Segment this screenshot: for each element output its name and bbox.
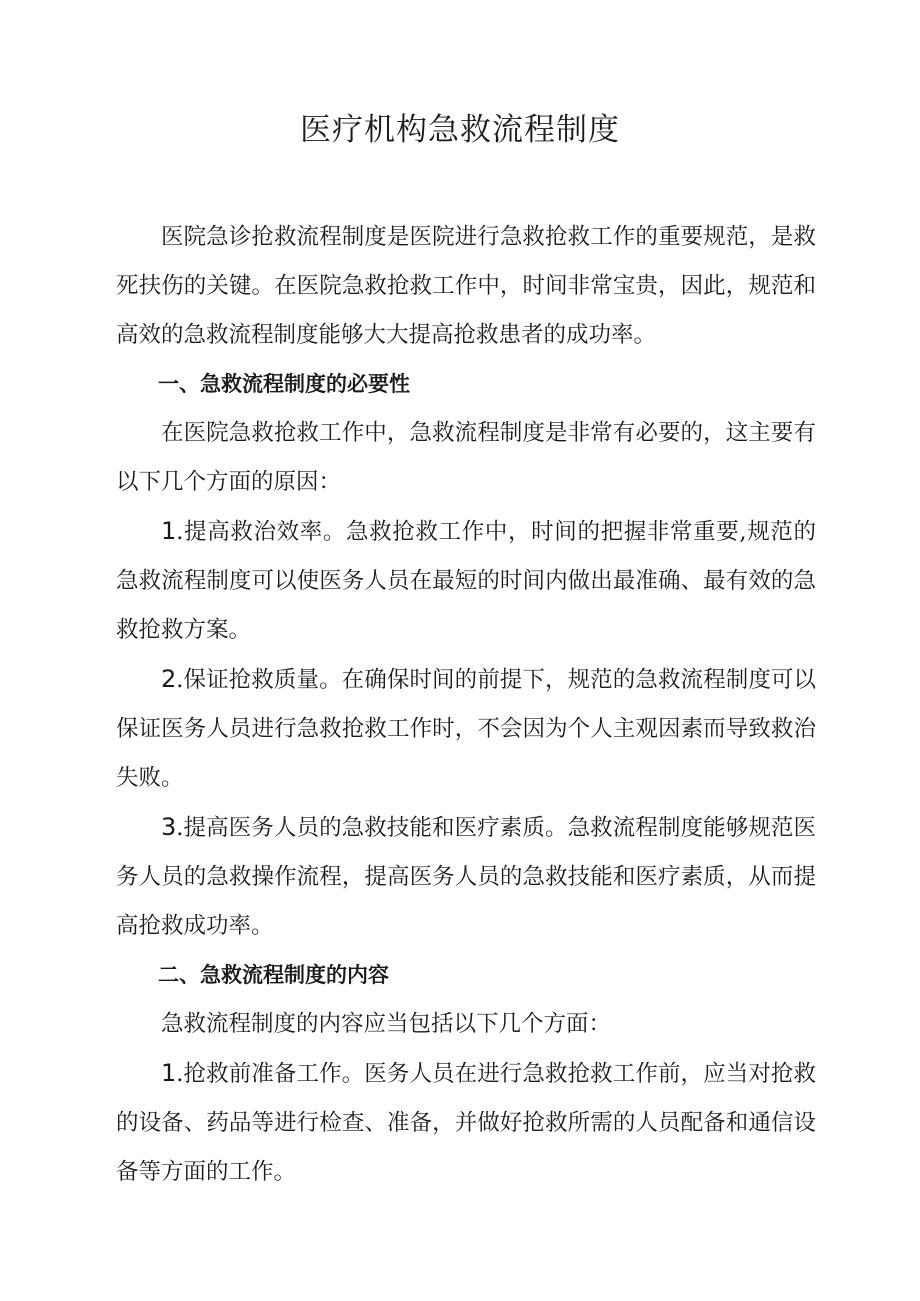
item-text: .提高医务人员的急救技能和医疗素质。急救流程制度能够规范医务人员的急救操作流程，提高医务人员的急救技能和医疗素质，从而提高抢救成功率。 xyxy=(116,815,816,939)
section-heading-necessity: 一、急救流程制度的必要性 xyxy=(158,372,410,396)
item-number: 1 xyxy=(161,1059,177,1087)
document-title: 医疗机构急救流程制度 xyxy=(300,112,620,148)
section-heading-content: 二、急救流程制度的内容 xyxy=(158,963,389,987)
content-intro-paragraph: 急救流程制度的内容应当包括以下几个方面： xyxy=(161,1011,612,1037)
item-number: 1 xyxy=(161,517,177,545)
content-item-1 xyxy=(116,1049,816,1197)
document-body xyxy=(116,213,816,1197)
necessity-intro-paragraph: 在医院急救抢救工作中，急救流程制度是非常有必要的，这主要有以下几个方面的原因： xyxy=(116,420,816,495)
necessity-item-3 xyxy=(116,803,816,951)
item-text: .保证抢救质量。在确保时间的前提下，规范的急救流程制度可以保证医务人员进行急救抢救工作时，不会因为个人主观因素而导致救治失败。 xyxy=(116,667,816,791)
necessity-item-1 xyxy=(116,507,816,655)
intro-paragraph: 医院急诊抢救流程制度是医院进行急救抢救工作的重要规范，是救死扶伤的关键。在医院急救抢救工作中，时间非常宝贵，因此，规范和高效的急救流程制度能够大大提高抢救患者的成功率。 xyxy=(116,224,816,348)
item-text: .抢救前准备工作。医务人员在进行急救抢救工作前，应当对抢救的设备、药品等进行检查、准备，并做好抢救所需的人员配备和通信设备等方面的工作。 xyxy=(116,1061,816,1185)
necessity-item-2 xyxy=(116,655,816,803)
item-number: 3 xyxy=(161,813,177,841)
item-number: 2 xyxy=(161,665,177,693)
item-text: .提高救治效率。急救抢救工作中，时间的把握非常重要,规范的急救流程制度可以使医务人员在最短的时间内做出最准确、最有效的急救抢救方案。 xyxy=(116,519,816,643)
